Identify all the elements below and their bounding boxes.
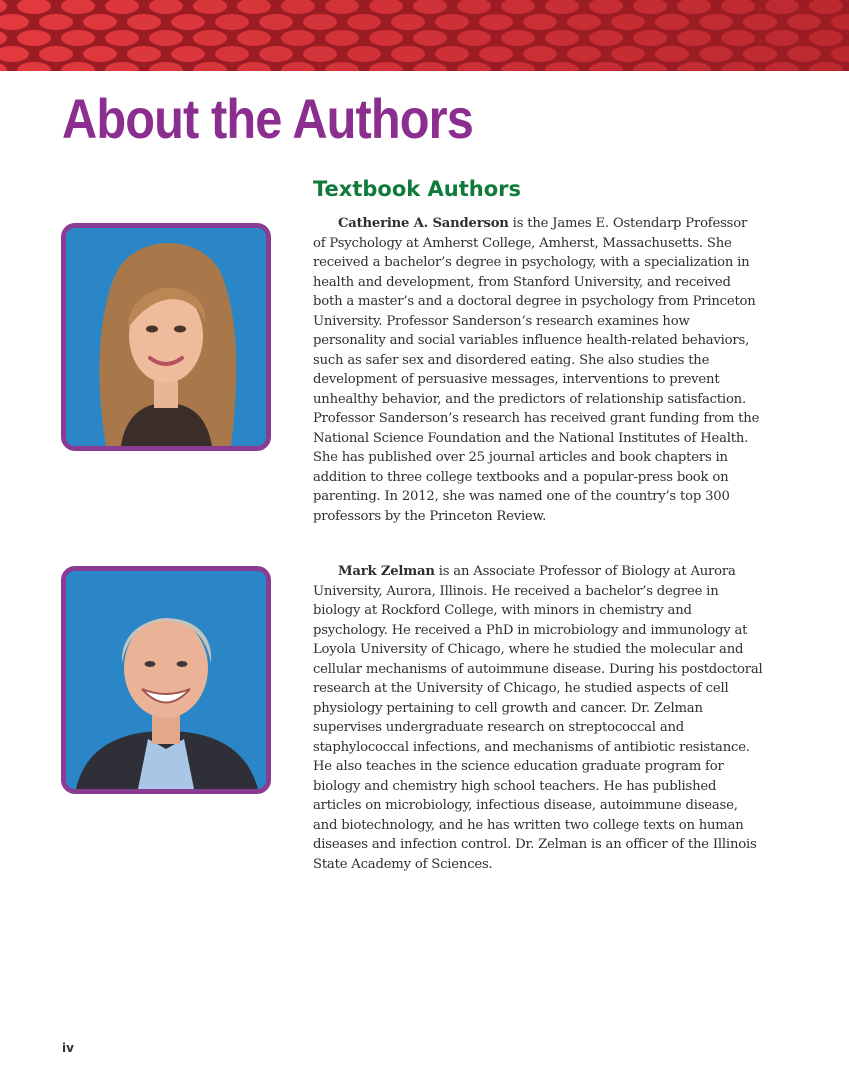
banner-dot xyxy=(193,0,227,14)
banner-dot xyxy=(369,30,403,46)
banner-dot xyxy=(611,46,645,62)
banner-dot xyxy=(743,14,777,30)
banner-dot xyxy=(171,46,205,62)
banner-dot xyxy=(413,30,447,46)
banner-dot xyxy=(457,62,491,71)
banner-dot xyxy=(655,46,689,62)
banner-dot xyxy=(435,46,469,62)
banner-dot xyxy=(105,30,139,46)
banner-dot xyxy=(413,62,447,71)
banner-dot xyxy=(325,0,359,14)
banner-dot xyxy=(0,46,29,62)
banner-dot xyxy=(479,46,513,62)
banner-dot xyxy=(633,30,667,46)
author-bio-zelman xyxy=(313,562,763,874)
banner-dot xyxy=(545,30,579,46)
banner-dot xyxy=(259,46,293,62)
banner-dot xyxy=(61,0,95,14)
banner-dot xyxy=(347,14,381,30)
banner-dot xyxy=(171,14,205,30)
banner-dot xyxy=(501,30,535,46)
banner-dot xyxy=(567,14,601,30)
author-bio-text-zelman: is an Associate Professor of Biology at Aurora University, Aurora, Illinois. He received a bachelor’s degree in biology at Rockford College, with minors in chemistry and psychology. He received a PhD in microbiology and immunology at Loyola University of Chicago, where he studied the molecular and cellular mechanisms of autoimmune disease. During his postdoctoral research at the University of Chicago, he studied aspects of cell physiology pertaining to cell growth and cancer. Dr. Zelman supervises undergraduate research on streptococcal and staphylococcal infections, and mechanisms of antibiotic resistance. He also teaches in the science education graduate program for biology and chemistry high school teachers. He has published articles on microbiology, infectious disease, autoimmune disease, and biotechnology, and he has written two college texts on human diseases and infection control. Dr. Zelman is an officer of the Illinois State Academy of Sciences. xyxy=(313,564,763,872)
banner-dot xyxy=(567,46,601,62)
banner-dot xyxy=(17,0,51,14)
banner-dot xyxy=(259,14,293,30)
banner-dot xyxy=(809,62,843,71)
banner-dot xyxy=(545,62,579,71)
banner-dot xyxy=(501,0,535,14)
banner-dot xyxy=(721,62,755,71)
author-name-zelman: Mark Zelman xyxy=(338,564,435,579)
banner-dot xyxy=(83,14,117,30)
banner-dot xyxy=(17,62,51,71)
banner-dot xyxy=(149,0,183,14)
banner-dot xyxy=(765,0,799,14)
banner-dot xyxy=(831,46,849,62)
banner-dot xyxy=(721,0,755,14)
banner-dot xyxy=(369,0,403,14)
banner-dot xyxy=(523,46,557,62)
banner-dot xyxy=(39,14,73,30)
banner-dot xyxy=(83,46,117,62)
banner-dot xyxy=(501,62,535,71)
banner-dot xyxy=(391,46,425,62)
section-title: Textbook Authors xyxy=(313,177,522,201)
banner-dot xyxy=(237,30,271,46)
banner-dot xyxy=(347,46,381,62)
banner-dot xyxy=(215,14,249,30)
banner-dot xyxy=(413,0,447,14)
banner-dot xyxy=(237,0,271,14)
author-name-sanderson: Catherine A. Sanderson xyxy=(338,216,509,231)
banner-dot xyxy=(0,30,7,46)
banner-dot xyxy=(721,30,755,46)
banner-dot xyxy=(457,30,491,46)
banner-dot xyxy=(61,62,95,71)
banner-dot xyxy=(831,14,849,30)
portrait-man-illustration xyxy=(66,571,266,789)
banner-dot xyxy=(325,62,359,71)
author-photo-zelman xyxy=(61,566,271,794)
banner-dot xyxy=(17,30,51,46)
banner-dot xyxy=(589,0,623,14)
banner-dot xyxy=(281,0,315,14)
page-title: About the Authors xyxy=(62,87,473,150)
banner-dot xyxy=(303,14,337,30)
banner-dot xyxy=(127,14,161,30)
banner-dot xyxy=(193,62,227,71)
banner-dot xyxy=(0,14,29,30)
banner-dot xyxy=(127,46,161,62)
banner-dot xyxy=(655,14,689,30)
banner-dot xyxy=(61,30,95,46)
banner-dot xyxy=(193,30,227,46)
banner-dot xyxy=(633,0,667,14)
banner-dot xyxy=(0,0,7,14)
banner-dot xyxy=(589,62,623,71)
banner-dot xyxy=(105,62,139,71)
banner-dot xyxy=(303,46,337,62)
banner-dot xyxy=(149,30,183,46)
banner-dot xyxy=(391,14,425,30)
banner-dot xyxy=(677,30,711,46)
banner-dot xyxy=(787,14,821,30)
banner-dot xyxy=(765,62,799,71)
banner-dot xyxy=(281,62,315,71)
banner-dot xyxy=(699,46,733,62)
author-bio-text-sanderson: is the James E. Ostendarp Professor of Psychology at Amherst College, Amherst, Massachusetts. She received a bachelor’s degree in psychology, with a specialization in health and development, from Stanford University, and received both a master’s and a doctoral degree in psychology from Princeton University. Professor Sanderson’s research examines how personality and social variables influence health-related behaviors, such as safer sex and disordered eating. She also studies the development of persuasive messages, interventions to prevent unhealthy behavior, and the predictors of relationship satisfaction. Professor Sanderson’s research has received grant funding from the National Science Foundation and the National Institutes of Health. She has published over 25 journal articles and book chapters in addition to three college textbooks and a popular-press book on parenting. In 2012, she was named one of the country’s top 300 professors by the Princeton Review. xyxy=(313,216,760,524)
banner-dot xyxy=(809,0,843,14)
banner-dot-pattern xyxy=(0,0,849,71)
banner-dot xyxy=(633,62,667,71)
banner-dot xyxy=(237,62,271,71)
banner-dot xyxy=(611,14,645,30)
banner-dot xyxy=(325,30,359,46)
banner-dot xyxy=(0,62,7,71)
banner-dot xyxy=(457,0,491,14)
banner-dot xyxy=(765,30,799,46)
banner-dot xyxy=(369,62,403,71)
page-number: iv xyxy=(62,1041,74,1055)
banner-dot xyxy=(677,62,711,71)
banner-dot xyxy=(105,0,139,14)
banner-dot xyxy=(677,0,711,14)
banner-dot xyxy=(787,46,821,62)
banner-dot xyxy=(545,0,579,14)
banner-dot xyxy=(699,14,733,30)
author-bio-sanderson xyxy=(313,214,763,526)
banner-dot xyxy=(809,30,843,46)
author-photo-sanderson xyxy=(61,223,271,451)
portrait-woman-illustration xyxy=(66,228,266,446)
banner-dot xyxy=(479,14,513,30)
banner-dot xyxy=(743,46,777,62)
banner-dot xyxy=(149,62,183,71)
banner-dot xyxy=(215,46,249,62)
banner-dot xyxy=(281,30,315,46)
banner-dot xyxy=(523,14,557,30)
banner-dot xyxy=(39,46,73,62)
banner-dot xyxy=(589,30,623,46)
decorative-banner xyxy=(0,0,849,71)
banner-dot xyxy=(435,14,469,30)
